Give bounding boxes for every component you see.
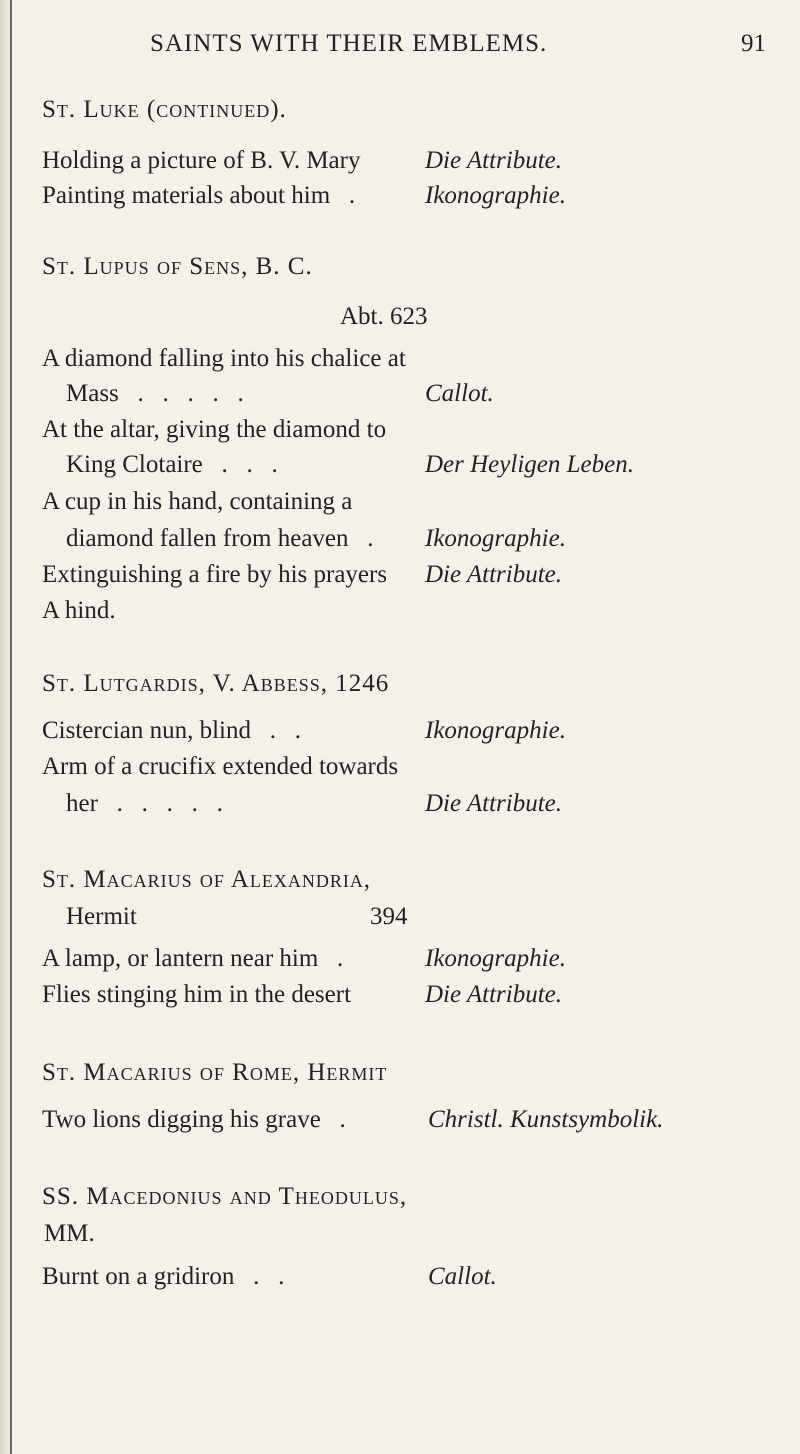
- entry-line: Two lions digging his grave .: [42, 1106, 346, 1133]
- entry-line: diamond fallen from heaven .: [66, 525, 374, 552]
- entry-source: Die Attribute.: [425, 147, 563, 174]
- entry-line: A diamond falling into his chalice at: [42, 345, 406, 372]
- entry-line: Extinguishing a fire by his prayers: [42, 561, 388, 588]
- entry-line: King Clotaire . . .: [66, 451, 278, 478]
- entry-source: Der Heyligen Leben.: [425, 451, 634, 478]
- entry-line: Mass . . . . .: [66, 380, 244, 407]
- entry-heading: SS. Macedonius and Theodulus,: [42, 1183, 408, 1210]
- page-binding-edge: [0, 0, 10, 1454]
- entry-line: At the altar, giving the diamond to: [42, 416, 387, 443]
- entry-heading: St. Luke (continued).: [42, 96, 287, 123]
- entry-heading: St. Macarius of Alexandria,: [42, 866, 372, 893]
- entry-subheading: Hermit: [66, 903, 137, 930]
- entry-line: A lamp, or lantern near him .: [42, 945, 344, 972]
- page-number: 91: [741, 30, 766, 57]
- entry-source: Ikonographie.: [425, 945, 566, 972]
- entry-source: Ikonographie.: [425, 182, 566, 209]
- entry-source: Die Attribute.: [425, 790, 563, 817]
- entry-date: Abt. 623: [340, 303, 428, 330]
- entry-subheading: MM.: [44, 1220, 95, 1247]
- entry-source: Ikonographie.: [425, 717, 566, 744]
- entry-line: Arm of a crucifix extended towards: [42, 753, 399, 780]
- entry-source: Ikonographie.: [425, 525, 566, 552]
- entry-source: Die Attribute.: [425, 981, 563, 1008]
- entry-source: Christl. Kunstsymbolik.: [428, 1106, 664, 1133]
- entry-line: Holding a picture of B. V. Mary: [42, 147, 361, 174]
- entry-heading: St. Macarius of Rome, Hermit: [42, 1059, 388, 1086]
- entry-heading: St. Lupus of Sens, B. C.: [42, 253, 313, 280]
- entry-line: Burnt on a gridiron . .: [42, 1263, 285, 1290]
- entry-source: Die Attribute.: [425, 561, 563, 588]
- entry-date: 394: [370, 903, 408, 930]
- entry-source: Callot.: [425, 380, 494, 407]
- entry-line: A cup in his hand, containing a: [42, 488, 353, 515]
- entry-line: A hind.: [42, 597, 116, 624]
- entry-line: her . . . . .: [66, 790, 223, 817]
- page-binding-line: [10, 0, 12, 1454]
- entry-source: Callot.: [428, 1263, 497, 1290]
- running-header: SAINTS WITH THEIR EMBLEMS.: [150, 30, 548, 57]
- entry-line: Flies stinging him in the desert: [42, 981, 352, 1008]
- entry-line: Cistercian nun, blind . .: [42, 717, 301, 744]
- entry-line: Painting materials about him .: [42, 182, 356, 209]
- entry-heading: St. Lutgardis, V. Abbess, 1246: [42, 670, 390, 697]
